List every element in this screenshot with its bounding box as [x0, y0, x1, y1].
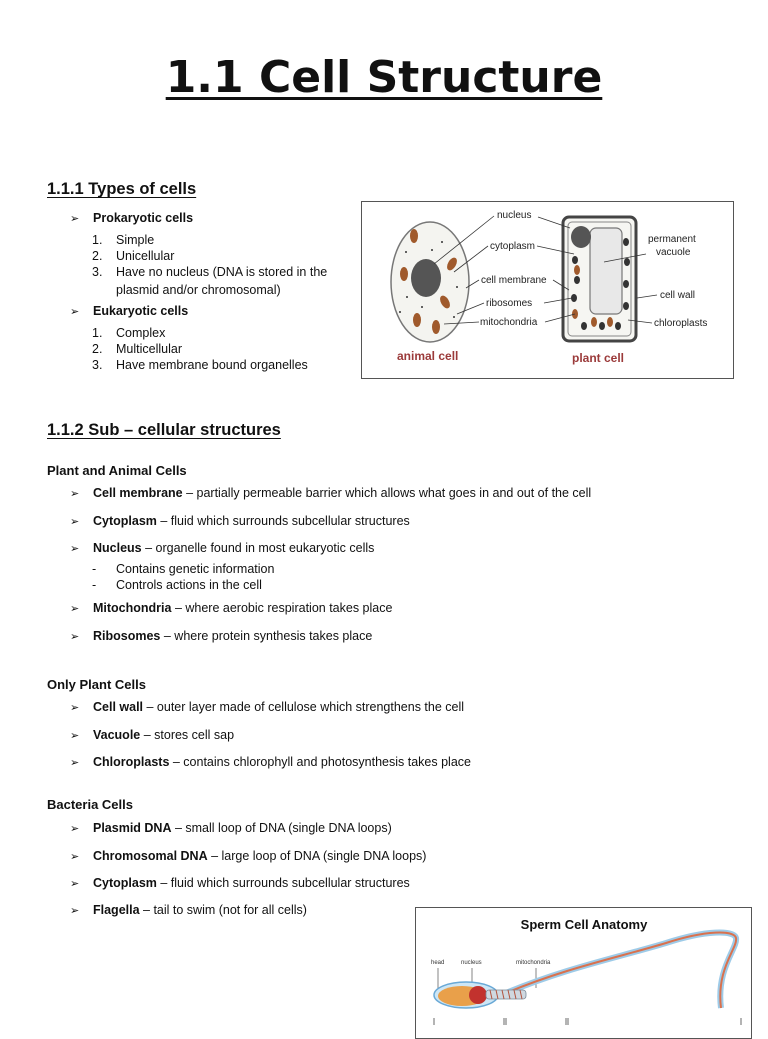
- list-item: 2. Multicellular: [92, 342, 182, 356]
- sperm-nucleus: [469, 986, 487, 1004]
- bullet-plasmid-dna: ➢ Plasmid DNA – small loop of DNA (single DNA loops): [70, 821, 392, 835]
- bullet-flagella: ➢ Flagella – tail to swim (not for all cells): [70, 903, 307, 917]
- arrow-bullet-icon: ➢: [70, 603, 80, 615]
- arrow-bullet-icon: ➢: [70, 905, 80, 917]
- bullet-chloroplasts: ➢ Chloroplasts – contains chlorophyll and photosynthesis takes place: [70, 755, 471, 769]
- label-sperm-mitochondria: mitochondria: [516, 960, 551, 966]
- section-heading-subcellular: 1.1.2 Sub – cellular structures: [47, 421, 281, 439]
- bullet-cytoplasm-bacteria: ➢ Cytoplasm – fluid which surrounds subcellular structures: [70, 876, 410, 890]
- label-chloroplasts: chloroplasts: [654, 318, 708, 329]
- cell-diagram: [362, 202, 733, 378]
- subheading-plant-animal: Plant and Animal Cells: [47, 463, 187, 478]
- label-permanent: permanent: [648, 234, 696, 245]
- arrow-bullet-icon: ➢: [70, 631, 80, 643]
- sperm-figure-title: Sperm Cell Anatomy: [520, 917, 648, 932]
- list-item: 2. Unicellular: [92, 249, 175, 263]
- plant-vacuole: [590, 228, 622, 314]
- sperm-labels: [431, 960, 551, 966]
- label-head: head: [431, 960, 445, 966]
- bullet-nucleus: ➢ Nucleus – organelle found in most eukaryotic cells: [70, 541, 375, 555]
- list-item: 1. Complex: [92, 326, 166, 340]
- list-item-continuation: plasmid and/or chromosomal): [116, 283, 281, 297]
- bullet-cell-membrane: ➢ Cell membrane – partially permeable barrier which allows what goes in and out of the cell: [70, 486, 592, 500]
- list-item: 3. Have no nucleus (DNA is stored in the: [92, 265, 328, 279]
- arrow-bullet-icon: ➢: [70, 543, 80, 555]
- arrow-bullet-icon: ➢: [70, 851, 80, 863]
- mitochondrion: [432, 320, 440, 334]
- bullet-eukaryotic: ➢ Eukaryotic cells: [70, 304, 189, 318]
- arrow-bullet-icon: ➢: [70, 823, 80, 835]
- sub-item: - Controls actions in the cell: [92, 578, 262, 592]
- subheading-bacteria: Bacteria Cells: [47, 797, 133, 812]
- arrow-bullet-icon: ➢: [70, 878, 80, 890]
- bullet-vacuole: ➢ Vacuole – stores cell sap: [70, 728, 235, 742]
- plant-nucleus: [571, 226, 591, 248]
- label-mitochondria: mitochondria: [480, 317, 538, 328]
- page-title: 1.1 Cell Structure: [165, 52, 603, 103]
- arrow-bullet-icon: ➢: [70, 306, 80, 318]
- subheading-only-plant: Only Plant Cells: [47, 677, 146, 692]
- bullet-cell-wall: ➢ Cell wall – outer layer made of cellulose which strengthens the cell: [70, 700, 465, 714]
- arrow-bullet-icon: ➢: [70, 488, 80, 500]
- cell-diagram-figure: [361, 201, 734, 379]
- sperm-diagram: [416, 908, 751, 1025]
- mitochondrion: [413, 313, 421, 327]
- caption-animal-cell: animal cell: [397, 349, 459, 363]
- mitochondrion: [410, 229, 418, 243]
- list-item: 3. Have membrane bound organelles: [92, 358, 308, 372]
- list-item: 1. Simple: [92, 233, 155, 247]
- label-cytoplasm: cytoplasm: [490, 241, 536, 252]
- sperm-diagram-figure: [415, 907, 752, 1039]
- label-nucleus: nucleus: [497, 210, 532, 221]
- arrow-bullet-icon: ➢: [70, 213, 80, 225]
- bullet-ribosomes: ➢ Ribosomes – where protein synthesis takes place: [70, 629, 373, 643]
- animal-nucleus: [411, 259, 441, 297]
- label-sperm-nucleus: nucleus: [461, 960, 482, 966]
- label-cell-wall: cell wall: [660, 290, 696, 301]
- section-heading-types-of-cells: 1.1.1 Types of cells: [47, 180, 197, 198]
- arrow-bullet-icon: ➢: [70, 730, 80, 742]
- label-ribosomes: ribosomes: [486, 298, 533, 309]
- bullet-prokaryotic: ➢ Prokaryotic cells: [70, 211, 194, 225]
- arrow-bullet-icon: ➢: [70, 702, 80, 714]
- mitochondrion: [400, 267, 408, 281]
- bullet-chromosomal-dna: ➢ Chromosomal DNA – large loop of DNA (single DNA loops): [70, 849, 427, 863]
- tail-outer: [506, 933, 736, 1008]
- bullet-cytoplasm: ➢ Cytoplasm – fluid which surrounds subcellular structures: [70, 514, 410, 528]
- bullet-mitochondria: ➢ Mitochondria – where aerobic respiration takes place: [70, 601, 393, 615]
- sperm-tail: [506, 933, 736, 1008]
- label-cell-membrane: cell membrane: [481, 275, 547, 286]
- arrow-bullet-icon: ➢: [70, 516, 80, 528]
- sub-item: - Contains genetic information: [92, 562, 275, 576]
- label-vacuole: vacuole: [656, 247, 691, 258]
- caption-plant-cell: plant cell: [572, 351, 625, 365]
- cell-type-captions: [397, 349, 624, 365]
- arrow-bullet-icon: ➢: [70, 757, 80, 769]
